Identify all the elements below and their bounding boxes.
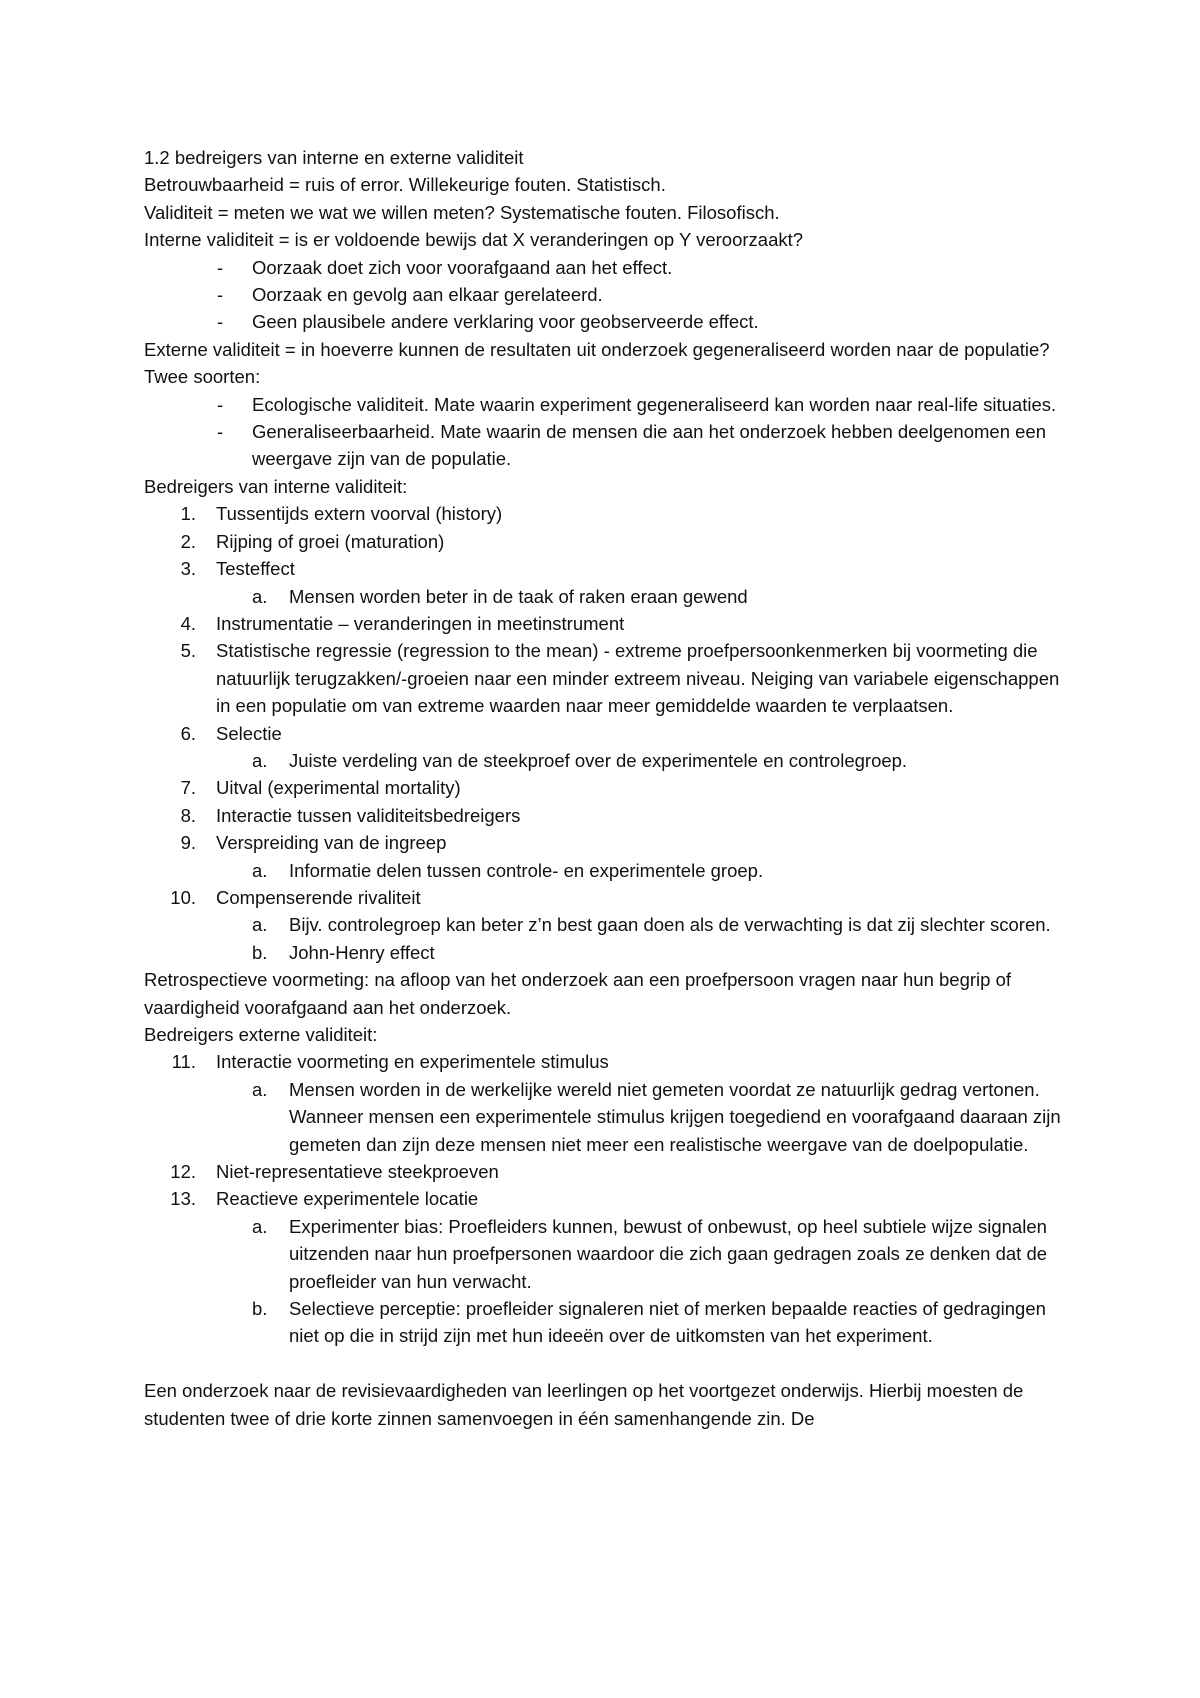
- list-item: [144, 391, 1074, 418]
- sub-item: [144, 1295, 1074, 1350]
- list-item-text: Oorzaak en gevolg aan elkaar gerelateerd.: [252, 284, 603, 306]
- sub-item: [144, 1076, 1074, 1158]
- list-letter: a.: [252, 585, 268, 607]
- list-letter: a.: [252, 1215, 268, 1237]
- list-letter: a.: [252, 749, 268, 771]
- sub-item: [144, 939, 1074, 966]
- numbered-item: [144, 829, 1074, 856]
- list-item-text: Experimenter bias: Proefleiders kunnen, bewust of onbewust, op heel subtiele wijze signalen uitzenden naar hun proefpersonen waardoor die zich gaan gedragen zoals ze denken dat de proefleider van hun verwacht.: [289, 1215, 1048, 1292]
- list-number: 7.: [180, 777, 196, 799]
- section-heading: 1.2 bedreigers van interne en externe validiteit: [144, 147, 524, 168]
- list-number: 8.: [180, 804, 196, 826]
- list-marker: -: [217, 421, 224, 443]
- list-number: 6.: [180, 722, 196, 744]
- list-item-text: Selectie: [216, 722, 282, 744]
- list-item: [144, 418, 1074, 473]
- list-item-text: Reactieve experimentele locatie: [216, 1188, 479, 1210]
- list-letter: a.: [252, 914, 268, 936]
- list-number: 10.: [170, 886, 196, 908]
- list-number: 11.: [171, 1051, 196, 1073]
- list-item-text: Statistische regressie (regression to the mean) - extreme proefpersoonkenmerken bij voormeting die natuurlijk terugzakken/-groeien naar een minder extreem niveau. Neiging van variabele eigenschappen in een populatie om van extreme waarden naar meer gemiddelde waarden te verplaatsen.: [216, 640, 1060, 717]
- definition-validiteit: Validiteit = meten we wat we willen meten? Systematische fouten. Filosofisch.: [144, 201, 780, 223]
- document-body: [144, 144, 1074, 1432]
- numbered-item: [144, 637, 1074, 719]
- numbered-item: [144, 1185, 1074, 1212]
- numbered-item: [144, 528, 1074, 555]
- numbered-item: [144, 555, 1074, 582]
- list-number: 2.: [180, 530, 196, 552]
- list-item-text: Testeffect: [216, 558, 295, 580]
- list-item-text: Informatie delen tussen controle- en experimentele groep.: [289, 859, 764, 881]
- sub-item: [144, 747, 1074, 774]
- list-letter: a.: [252, 1078, 268, 1100]
- sub-item: [144, 1213, 1074, 1295]
- list-letter: b.: [252, 1298, 268, 1320]
- list-item-text: John-Henry effect: [289, 941, 435, 963]
- list-item-text: Juiste verdeling van de steekproef over de experimentele en controlegroep.: [289, 749, 908, 771]
- sub-item: [144, 911, 1074, 938]
- list-marker: -: [217, 256, 224, 278]
- list-item-text: Interactie tussen validiteitsbedreigers: [216, 804, 521, 826]
- numbered-item: [144, 610, 1074, 637]
- numbered-item: [144, 720, 1074, 747]
- list-item-text: Mensen worden beter in de taak of raken eraan gewend: [289, 585, 748, 607]
- list-item-text: Bijv. controlegroep kan beter z’n best gaan doen als de verwachting is dat zij slechter scoren.: [289, 914, 1051, 936]
- list-number: 1.: [180, 503, 196, 525]
- list-item-text: Verspreiding van de ingreep: [216, 832, 447, 854]
- paragraph-spacer: [144, 1350, 1074, 1377]
- list-item-text: Rijping of groei (maturation): [216, 530, 445, 552]
- list-item-text: Tussentijds extern voorval (history): [216, 503, 503, 525]
- list-marker: -: [217, 393, 224, 415]
- paragraph-closing: Een onderzoek naar de revisievaardigheden van leerlingen op het voortgezet onderwijs. Hierbij moesten de studenten twee of drie korte zinnen samenvoegen in één samenhangende zin. De: [144, 1380, 1024, 1429]
- list-item-text: Selectieve perceptie: proefleider signaleren niet of merken bepaalde reacties of gedragingen niet op die in strijd zijn met hun ideeën over de uitkomsten van het experiment.: [289, 1298, 1046, 1347]
- list-item-text: Geen plausibele andere verklaring voor geobserveerde effect.: [252, 311, 759, 333]
- list-item-text: Niet-representatieve steekproeven: [216, 1161, 499, 1183]
- list-number: 5.: [180, 640, 196, 662]
- list-number: 4.: [180, 612, 196, 634]
- list-number: 13.: [170, 1188, 196, 1210]
- numbered-item: [144, 774, 1074, 801]
- numbered-item: [144, 884, 1074, 911]
- definition-betrouwbaarheid: Betrouwbaarheid = ruis of error. Willekeurige fouten. Statistisch.: [144, 174, 666, 196]
- list-item-text: Generaliseerbaarheid. Mate waarin de mensen die aan het onderzoek hebben deelgenomen een weergave zijn van de populatie.: [252, 421, 1047, 470]
- list-number: 9.: [180, 832, 196, 854]
- list-item-text: Interactie voormeting en experimentele stimulus: [216, 1051, 609, 1073]
- list-letter: a.: [252, 859, 268, 881]
- paragraph-retrospectieve-voormeting: Retrospectieve voormeting: na afloop van het onderzoek aan een proefpersoon vragen naar hun begrip of vaardigheid voorafgaand aan het onderzoek.: [144, 969, 1011, 1018]
- list-marker: -: [217, 311, 224, 333]
- list-item-text: Compenserende rivaliteit: [216, 886, 421, 908]
- list-item-text: Uitval (experimental mortality): [216, 777, 461, 799]
- sub-item: [144, 857, 1074, 884]
- definition-externe-validiteit: Externe validiteit = in hoeverre kunnen de resultaten uit onderzoek gegeneraliseerd worden naar de populatie? Twee soorten:: [144, 338, 1050, 388]
- list-item: [144, 254, 1074, 281]
- numbered-item: [144, 1048, 1074, 1075]
- numbered-item: [144, 802, 1074, 829]
- list-item-text: Oorzaak doet zich voor voorafgaand aan het effect.: [252, 256, 673, 278]
- numbered-item: [144, 1158, 1074, 1185]
- list-number: 3.: [180, 558, 196, 580]
- list-item: [144, 308, 1074, 335]
- numbered-item: [144, 500, 1074, 527]
- list-item-text: Mensen worden in de werkelijke wereld niet gemeten voordat ze natuurlijk gedrag vertonen. Wanneer mensen een experimentele stimulus krijgen toegediend en voorafgaand daaraan zijn gemeten dan zijn deze mensen niet meer een realistische weergave van de doelpopulatie.: [289, 1078, 1061, 1155]
- list-item: [144, 281, 1074, 308]
- subheading-bedreigers-extern: Bedreigers externe validiteit:: [144, 1024, 378, 1045]
- list-letter: b.: [252, 941, 268, 963]
- list-number: 12.: [170, 1161, 196, 1183]
- list-item-text: Instrumentatie – veranderingen in meetinstrument: [216, 612, 625, 634]
- definition-interne-validiteit: Interne validiteit = is er voldoende bewijs dat X veranderingen op Y veroorzaakt?: [144, 229, 804, 251]
- list-item-text: Ecologische validiteit. Mate waarin experiment gegeneraliseerd kan worden naar real-life situaties.: [252, 393, 1057, 415]
- list-marker: -: [217, 284, 224, 306]
- sub-item: [144, 583, 1074, 610]
- subheading-bedreigers-intern: Bedreigers van interne validiteit:: [144, 475, 408, 497]
